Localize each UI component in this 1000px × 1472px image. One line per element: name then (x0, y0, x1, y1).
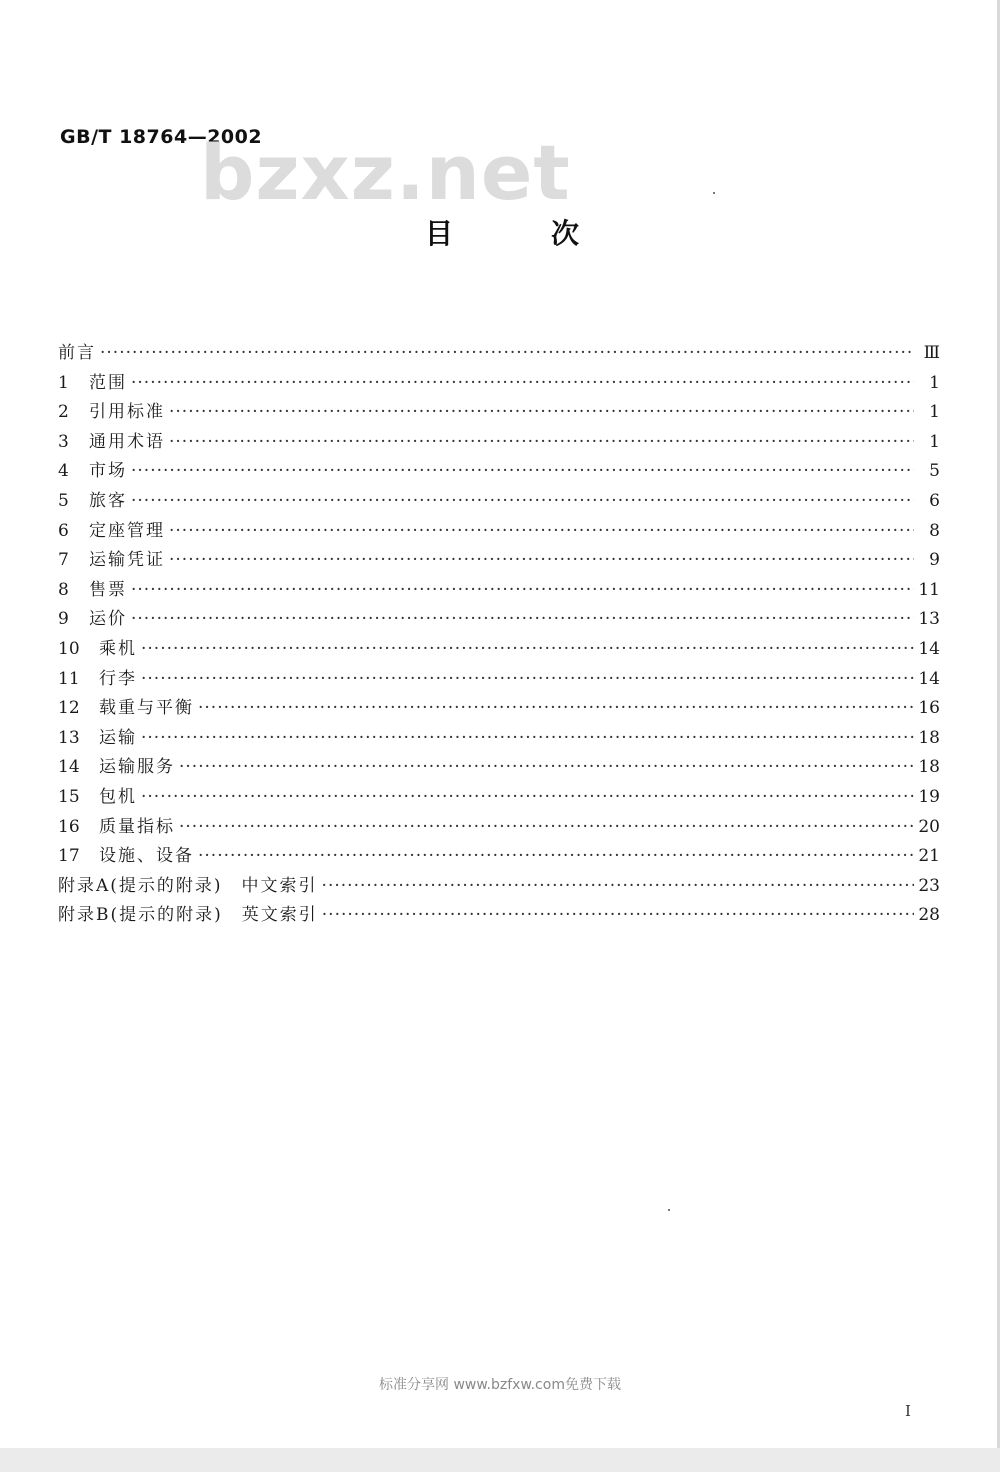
toc-entry-label: 运输凭证 (89, 550, 165, 571)
toc-entry-page: 28 (918, 905, 940, 926)
scan-speck (713, 192, 715, 194)
toc-entry-page: 19 (918, 786, 940, 807)
toc-entry-page: 14 (918, 668, 940, 689)
toc-entry-4[interactable] (58, 456, 940, 486)
toc-entry-label: 通用术语 (89, 431, 165, 452)
toc-entry-number: 10 (58, 638, 80, 659)
toc-entry-label: 运输 (99, 727, 137, 748)
standard-code: GB/T 18764—2002 (60, 126, 263, 148)
toc-leader-dots (141, 639, 914, 659)
toc-entry-number: 17 (58, 846, 80, 867)
toc-entry-6[interactable] (58, 516, 940, 546)
toc-entry-page: 13 (918, 609, 940, 630)
toc-leader-dots (141, 787, 914, 807)
toc-entry-2[interactable] (58, 397, 940, 427)
toc-entry-number: 16 (58, 816, 80, 837)
toc-entry-label: 乘机 (99, 638, 137, 659)
toc-leader-dots (131, 580, 914, 600)
toc-entry-page: 21 (918, 846, 940, 867)
toc-title: 目次 (425, 217, 678, 250)
toc-entry-page: 23 (918, 875, 940, 896)
toc-entry-label: 引用标准 (89, 402, 165, 423)
toc-leader-dots (198, 846, 914, 866)
toc-entry-17[interactable] (58, 841, 940, 871)
toc-entry-label: 售票 (89, 579, 127, 600)
toc-entry-appendix-a[interactable] (58, 871, 940, 901)
toc-entry-number: 2 (58, 402, 69, 423)
toc-entry-page: 14 (918, 638, 940, 659)
toc-entry-15[interactable] (58, 782, 940, 812)
toc-entry-page: Ⅲ (923, 343, 940, 363)
toc-entry-foreword[interactable] (58, 338, 940, 368)
toc-leader-dots (169, 550, 914, 570)
toc-entry-number: 14 (58, 757, 80, 778)
toc-list (58, 338, 940, 930)
toc-entry-11[interactable] (58, 664, 940, 694)
toc-entry-9[interactable] (58, 604, 940, 634)
toc-leader-dots (131, 373, 914, 393)
toc-entry-number: 6 (58, 520, 69, 541)
toc-entry-page: 11 (918, 579, 940, 600)
toc-entry-appendix-b[interactable] (58, 900, 940, 930)
toc-entry-page: 20 (918, 816, 940, 837)
toc-entry-number: 5 (58, 490, 69, 511)
toc-entry-page: 1 (929, 372, 940, 393)
toc-entry-label: 旅客 (89, 490, 127, 511)
footer-download-note: 标准分享网 www.bzfxw.com免费下载 (379, 1377, 621, 1393)
toc-entry-label: 附录A(提示的附录) 中文索引 (58, 875, 318, 896)
toc-entry-label: 运价 (89, 609, 127, 630)
toc-entry-number: 8 (58, 579, 69, 600)
watermark: bzxz.net (200, 128, 571, 217)
toc-leader-dots (131, 491, 914, 511)
toc-entry-5[interactable] (58, 486, 940, 516)
toc-leader-dots (131, 461, 914, 481)
toc-entry-label: 运输服务 (99, 757, 175, 778)
toc-entry-label: 市场 (89, 461, 127, 482)
toc-entry-number: 4 (58, 461, 69, 482)
toc-leader-dots (169, 521, 914, 541)
toc-entry-page: 6 (929, 490, 940, 511)
toc-leader-dots (322, 876, 914, 896)
toc-entry-page: 9 (929, 550, 940, 571)
toc-leader-dots (169, 402, 914, 422)
toc-leader-dots (169, 432, 914, 452)
toc-entry-number: 3 (58, 431, 69, 452)
toc-entry-number: 1 (58, 372, 69, 393)
toc-leader-dots (141, 728, 914, 748)
toc-leader-dots (100, 343, 914, 363)
toc-entry-page: 8 (929, 520, 940, 541)
toc-entry-8[interactable] (58, 575, 940, 605)
toc-entry-number: 11 (58, 668, 80, 689)
toc-entry-label: 包机 (99, 786, 137, 807)
toc-entry-label: 范围 (89, 372, 127, 393)
page-number: I (905, 1402, 911, 1420)
toc-entry-number: 9 (58, 609, 69, 630)
toc-entry-13[interactable] (58, 723, 940, 753)
page-bottom-strip (0, 1448, 1000, 1472)
toc-entry-page: 1 (929, 402, 940, 423)
toc-entry-number: 15 (58, 786, 80, 807)
toc-leader-dots (179, 817, 914, 837)
toc-leader-dots (198, 698, 914, 718)
toc-entry-page: 18 (918, 757, 940, 778)
toc-entry-1[interactable] (58, 368, 940, 398)
toc-entry-12[interactable] (58, 693, 940, 723)
toc-leader-dots (322, 905, 914, 925)
toc-entry-label: 载重与平衡 (99, 698, 194, 719)
toc-entry-16[interactable] (58, 812, 940, 842)
toc-entry-page: 18 (918, 727, 940, 748)
toc-entry-page: 5 (929, 461, 940, 482)
toc-leader-dots (179, 757, 914, 777)
toc-entry-3[interactable] (58, 427, 940, 457)
toc-entry-page: 1 (929, 431, 940, 452)
toc-entry-label: 定座管理 (89, 520, 165, 541)
toc-leader-dots (141, 669, 914, 689)
toc-entry-10[interactable] (58, 634, 940, 664)
scan-speck (668, 1209, 670, 1211)
toc-entry-number: 12 (58, 698, 80, 719)
toc-entry-label: 前言 (58, 343, 96, 363)
toc-entry-14[interactable] (58, 752, 940, 782)
toc-entry-label: 设施、设备 (99, 846, 194, 867)
toc-entry-label: 行李 (99, 668, 137, 689)
toc-entry-label: 质量指标 (99, 816, 175, 837)
toc-entry-7[interactable] (58, 545, 940, 575)
toc-entry-number: 13 (58, 727, 80, 748)
toc-entry-page: 16 (918, 698, 940, 719)
toc-leader-dots (131, 609, 914, 629)
toc-entry-number: 7 (58, 550, 69, 571)
toc-entry-label: 附录B(提示的附录) 英文索引 (58, 905, 318, 926)
